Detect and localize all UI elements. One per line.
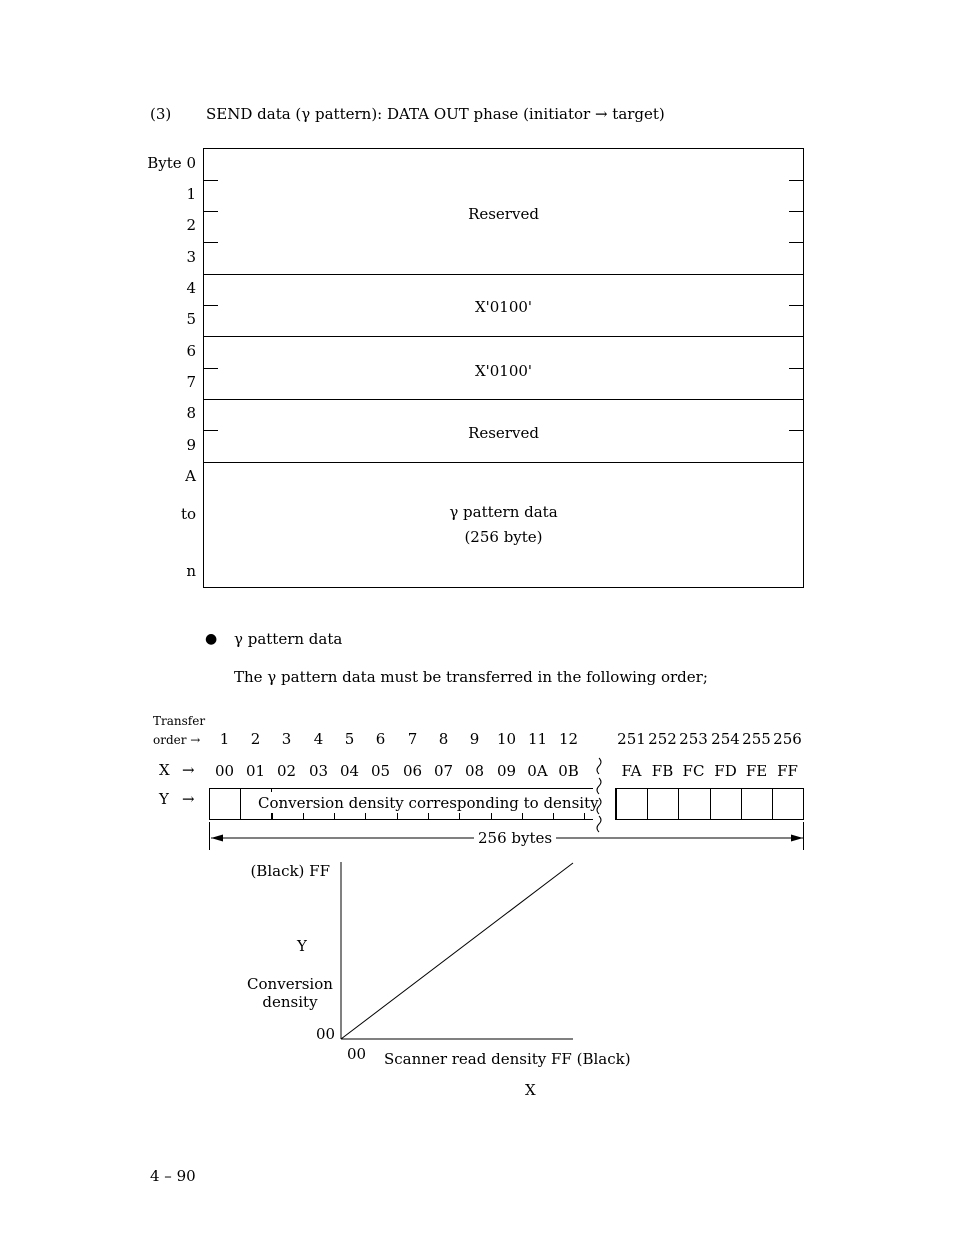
section-number: (3)	[150, 105, 172, 123]
y-cell-divider	[209, 788, 210, 820]
order-number: 3	[281, 730, 292, 748]
byte-label: 6	[186, 342, 196, 360]
field-gamma-size: (256 byte)	[464, 528, 543, 546]
order-number: 2	[250, 730, 261, 748]
y-row-arrow: →	[182, 790, 195, 808]
y-cell-divider	[710, 789, 711, 819]
order-number: 251	[617, 730, 646, 748]
x-value: 05	[370, 762, 391, 780]
order-number: 12	[558, 730, 579, 748]
byte-label: to	[180, 505, 196, 523]
byte-label: 4	[186, 279, 196, 297]
y-cell-tick	[397, 813, 398, 819]
y-cell-tick	[584, 813, 585, 819]
field-divider	[204, 462, 803, 463]
bullet-title: γ pattern data	[234, 630, 343, 648]
x-value: 0A	[527, 762, 548, 780]
order-number: 8	[438, 730, 449, 748]
y-cell-divider	[678, 789, 679, 819]
x-row-label: X	[159, 761, 170, 779]
y-cell-tick	[491, 813, 492, 819]
x-value: 03	[308, 762, 329, 780]
y-cell-tick	[334, 813, 335, 819]
break-mark-icon	[590, 754, 610, 834]
transfer-order-label: order →	[153, 733, 201, 747]
transfer-label: Transfer	[153, 714, 206, 728]
byte-tick	[204, 180, 218, 181]
y-row-bottom-edge	[209, 819, 593, 820]
byte-label: 5	[186, 310, 196, 328]
x-value: FA	[621, 762, 642, 780]
bullet-dot-icon: ●	[205, 631, 218, 647]
x-value: 01	[245, 762, 266, 780]
byte-label: 2	[186, 216, 196, 234]
x-row-arrow: →	[182, 761, 195, 779]
order-number: 11	[527, 730, 548, 748]
y-cell-divider	[741, 789, 742, 819]
order-number: 253	[679, 730, 708, 748]
byte-tick	[789, 242, 803, 243]
x-value: 08	[464, 762, 485, 780]
byte-tick	[204, 242, 218, 243]
order-number: 1	[219, 730, 230, 748]
order-number: 252	[648, 730, 677, 748]
byte-tick	[789, 180, 803, 181]
graph-plot	[335, 858, 575, 1043]
field-reserved-1: Reserved	[468, 205, 539, 223]
y-cell-tick	[271, 788, 272, 792]
byte-label: 1	[186, 185, 196, 203]
order-number: 9	[469, 730, 480, 748]
page-number: 4 – 90	[150, 1167, 196, 1185]
y-cell-divider	[240, 788, 241, 820]
y-cell-divider	[647, 789, 648, 819]
field-divider	[204, 399, 803, 400]
order-number: 7	[407, 730, 418, 748]
y-cell-tick	[553, 813, 554, 819]
byte-label: 8	[186, 404, 196, 422]
x-value: FB	[651, 762, 674, 780]
graph-y-axis-letter: Y	[297, 937, 307, 955]
order-number: 254	[711, 730, 740, 748]
x-value: 00	[214, 762, 235, 780]
byte-label: 7	[186, 373, 196, 391]
x-value: 09	[496, 762, 517, 780]
order-number: 255	[742, 730, 771, 748]
byte-label: A	[185, 467, 196, 485]
byte-label: 9	[186, 436, 196, 454]
x-value: 0B	[558, 762, 579, 780]
x-value: 02	[276, 762, 297, 780]
x-value: FC	[682, 762, 705, 780]
graph-x-axis-letter: X	[525, 1081, 536, 1099]
graph-y-desc: density	[262, 993, 318, 1011]
order-number: 10	[496, 730, 517, 748]
order-number: 4	[313, 730, 324, 748]
y-row-end-cells	[615, 788, 804, 820]
graph-x-desc: Scanner read density FF (Black)	[384, 1050, 631, 1068]
field-x0100-a: X'0100'	[474, 298, 533, 316]
x-value: 07	[433, 762, 454, 780]
graph-y-desc: Conversion	[247, 975, 333, 993]
y-row-label: Y	[159, 790, 169, 808]
x-value: 04	[339, 762, 360, 780]
field-x0100-b: X'0100'	[474, 362, 533, 380]
graph-y-origin: 00	[316, 1025, 336, 1043]
order-number: 6	[375, 730, 386, 748]
y-cell-divider	[772, 789, 773, 819]
field-gamma-data: γ pattern data	[449, 503, 558, 521]
y-row-top-edge	[209, 788, 593, 789]
byte-label: Byte 0	[147, 154, 196, 172]
y-cell-tick	[522, 813, 523, 819]
byte-label: n	[186, 562, 196, 580]
y-cell-tick	[459, 813, 460, 819]
byte-table	[203, 148, 804, 588]
byte-label: 3	[186, 248, 196, 266]
y-cell-tick	[271, 813, 273, 819]
y-cell-tick	[365, 813, 366, 819]
x-value: 06	[402, 762, 423, 780]
graph-y-top-label: (Black) FF	[250, 862, 330, 880]
y-cell-tick	[428, 813, 429, 819]
bullet-body: The γ pattern data must be transferred in the following order;	[234, 668, 708, 686]
section-title: SEND data (γ pattern): DATA OUT phase (initiator → target)	[206, 105, 665, 123]
field-divider	[204, 274, 803, 275]
x-value: FE	[745, 762, 768, 780]
graph-x-origin: 00	[347, 1045, 367, 1063]
field-reserved-2: Reserved	[468, 424, 539, 442]
graph-linear-curve	[341, 863, 573, 1039]
order-number: 5	[344, 730, 355, 748]
x-value: FD	[714, 762, 737, 780]
bytes-label: 256 bytes	[474, 831, 556, 846]
field-divider	[204, 336, 803, 337]
y-row-text: Conversion density corresponding to density	[258, 794, 599, 812]
x-value: FF	[777, 762, 798, 780]
order-number: 256	[773, 730, 802, 748]
y-cell-tick	[303, 813, 304, 819]
